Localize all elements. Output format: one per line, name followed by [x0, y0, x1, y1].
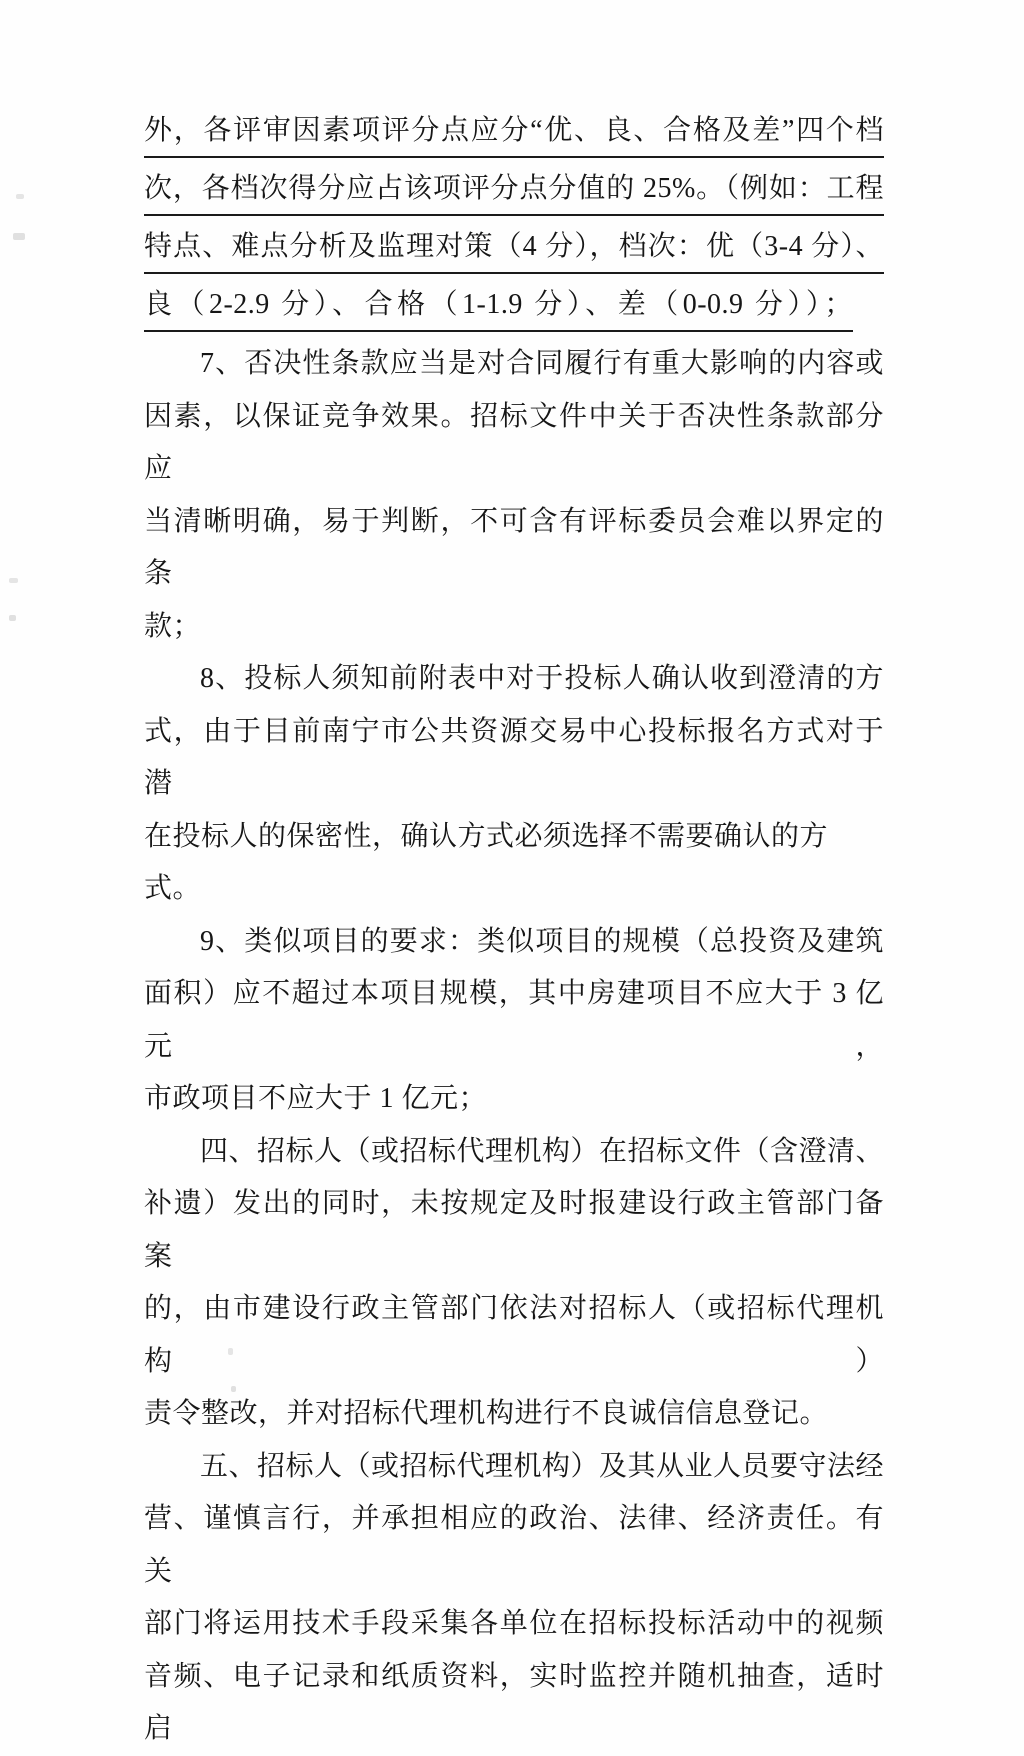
text-line: 良（2-2.9 分）、合格（1-1.9 分）、差（0-0.9 分））； [144, 280, 853, 332]
text-line: 的，由市建设行政主管部门依法对招标人（或招标代理机构） [144, 1293, 884, 1377]
text-line: 次，各档次得分应占该项评分点分值的 25%。（例如：工程 [144, 164, 884, 216]
text-line: 市政项目不应大于 1 亿元； [144, 1083, 488, 1114]
text-line: 7、否决性条款应当是对合同履行有重大影响的内容或 [200, 348, 884, 379]
scan-artifact [9, 615, 16, 621]
scan-artifact [231, 1386, 236, 1392]
text-line: 特点、难点分析及监理对策（4 分），档次：优（3-4 分）、 [144, 222, 884, 274]
text-line: 五、招标人（或招标代理机构）及其从业人员要守法经 [200, 1450, 885, 1482]
scan-artifact [13, 233, 25, 240]
text-line: 外，各评审因素项评分点应分“优、良、合格及差”四个档 [144, 106, 884, 158]
text-line: 9、类似项目的要求：类似项目的规模（总投资及建筑 [200, 925, 884, 957]
document-text [144, 106, 884, 1756]
text-line: 因素，以保证竞争效果。招标文件中关于否决性条款部分应 [144, 400, 884, 484]
text-line: 补遗）发出的同时，未按规定及时报建设行政主管部门备案 [144, 1188, 884, 1272]
text-line: 8、投标人须知前附表中对于投标人确认收到澄清的方 [200, 663, 884, 694]
text-line: 款； [144, 610, 202, 642]
text-line: 在投标人的保密性，确认方式必须选择不需要确认的方式。 [144, 820, 829, 904]
scan-artifact [228, 1348, 233, 1355]
text-line: 面积）应不超过本项目规模，其中房建项目不应大于 3 亿元， [144, 978, 884, 1062]
text-line: 责令整改，并对招标代理机构进行不良诚信信息登记。 [144, 1398, 829, 1429]
text-line: 音频、电子记录和纸质资料，实时监控并随机抽查，适时启 [144, 1660, 884, 1744]
text-line: 当清晰明确，易于判断，不可含有评标委员会难以界定的条 [144, 505, 884, 589]
text-line: 式，由于目前南宁市公共资源交易中心投标报名方式对于潜 [144, 715, 884, 799]
scan-artifact [16, 194, 24, 199]
text-line: 营、谨慎言行，并承担相应的政治、法律、经济责任。有关 [144, 1503, 884, 1587]
text-line: 四、招标人（或招标代理机构）在招标文件（含澄清、 [200, 1135, 885, 1167]
scan-artifact [9, 578, 18, 583]
text-line: 部门将运用技术手段采集各单位在招标投标活动中的视频 [144, 1608, 884, 1639]
